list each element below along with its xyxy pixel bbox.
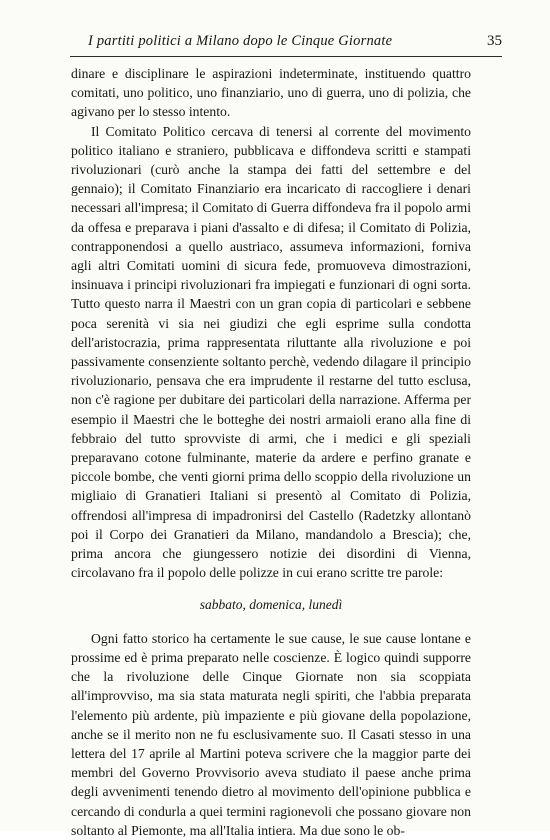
- page-header: [70, 30, 502, 57]
- quoted-words: sabbato, domenica, lunedì: [199, 597, 343, 613]
- paragraph-cause: Ogni fatto storico ha certamente le sue cause, le sue cause lontane e prossime ed è prima preparato nelle coscienze. È logico quindi supporre che la rivoluzione delle Cinque Giornate non sia scoppiata all'improvviso, ma sia stata maturata negli spiriti, che l'abbia preparata l'elemento più ardente, più impaziente e più giovane della popolazione, anche se il merito non ne fu esclusivamente suo. Il Casati stesso in una lettera del 17 aprile al Martini poteva scrivere che la maggior parte dei membri del Governo Provvisorio aveva studiato il paese anche prima degli avvenimenti tenendo dietro al movimento dell'opinione pubblica e cercando di condurla a quei termini ragionevoli che possano giovare non soltanto al Piemonte, ma all'Italia intiera. Ma due sono le ob-: [71, 630, 471, 838]
- body-text: [71, 64, 471, 840]
- paragraph-comitati: Il Comitato Politico cercava di tenersi al corrente del movimento politico italiano e straniero, pubblicava e diffondeva scritti e stampati rivoluzionari (curò anche la stampa dei fatti del settembre e del gennaio); il Comitato Finanziario era incaricato di raccogliere i denari necessari all'impresa; il Comitato di Guerra diffondeva fra il popolo armi da offesa e preparava i piani d'assalto e di difesa; il Comitato di Polizia, contrapponendosi a quello austriaco, assumeva informazioni, forniva agli altri Comitati uomini di sicura fede, promuoveva dimostrazioni, insinuava i principi rivoluzionari fra impiegati e funzionari di ogni sorta. Tutto questo narra il Maestri con un gran copia di particolari e sebbene poca serenità vi sia nei giudizi che egli esprime sulla condotta dell'aristocrazia, prima rappresentata riluttante alla rivoluzione e poi passivamente consenziente soltanto perchè, vedendo dilagare il principio rivoluzionario, pensava che era imprudente il restarne del tutto esclusa, non c'è ragione per dubitare dei particolari della narrazione. Afferma per esempio il Maestri che le botteghe dei nostri armaioli erano alla fine di febbraio del tutto sprovviste di armi, che i medici e gli speziali preparavano cotone fulminante, materie da ardere e perfino granate e piccole bombe, che venti giorni prima dello scoppio della rivoluzione un migliaio di Granatieri Italiani si presentò al Comitato di Polizia, offrendosi all'impresa di impadronirsi del Castello (Radetzky allontanò poi il Corpo dei Granatieri da Milano, mandandolo a Brescia); che, prima ancora che giungessero notizie dei disordini di Vienna, circolavano fra il popolo delle polizze in cui erano scritte tre parole:: [71, 123, 471, 581]
- page-number: 35: [487, 33, 502, 49]
- paragraph-continuation: dinare e disciplinare le aspirazioni indeterminate, instituendo quattro comitati, uno politico, uno finanziario, uno di guerra, uno di polizia, che agivano per lo stesso intento.: [71, 66, 471, 120]
- running-title: I partiti politici a Milano dopo le Cinque Giornate: [88, 33, 393, 49]
